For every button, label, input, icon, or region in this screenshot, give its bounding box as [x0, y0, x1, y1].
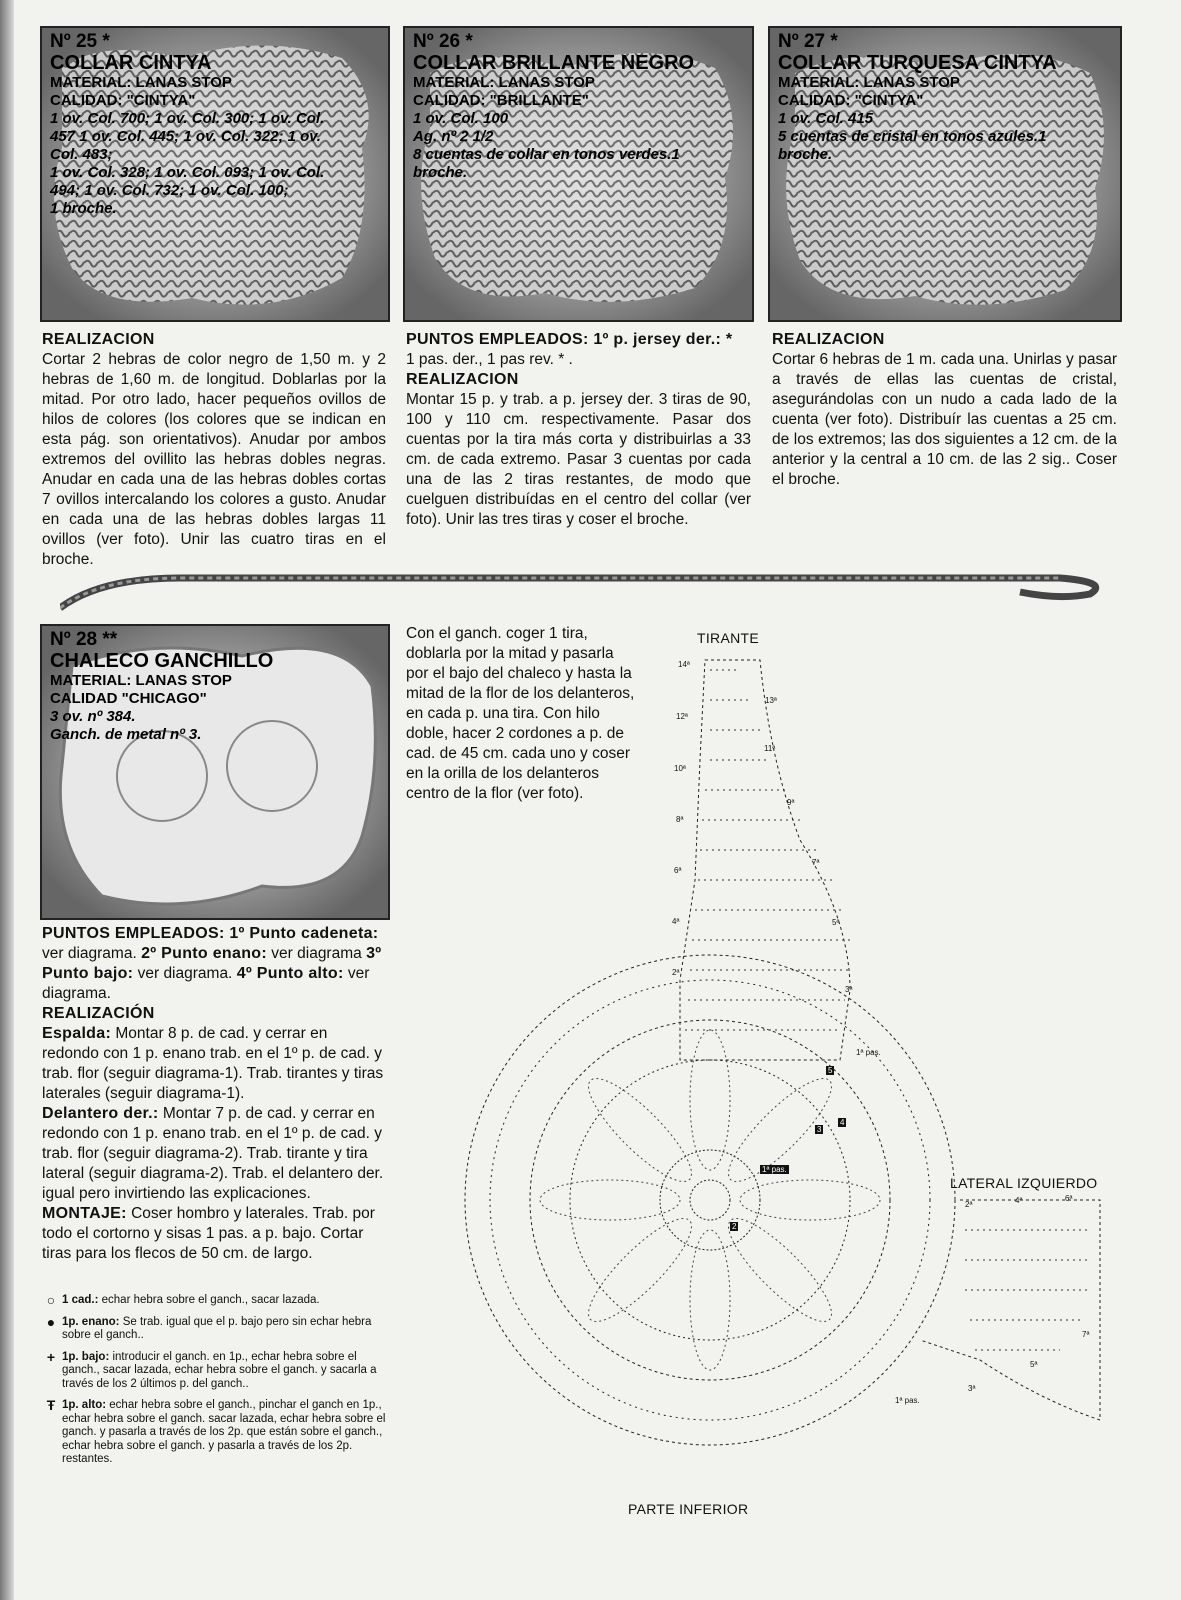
espalda-body: Montar 8 p. de cad. y cerrar en redondo con 1 p. enano trab. en el 1º p. de cad. y trab. flor (seguir diagrama-1). Trab. tirantes y tiras laterales (seguir diagrama-1). [42, 1025, 384, 1102]
round-label: 1ª pas. [762, 1165, 787, 1174]
legend-text: Se trab. igual que el p. bajo pero sin echar hebra sobre el ganch.. [62, 1315, 372, 1341]
card-spec: 1 broche. [50, 200, 117, 217]
card-collar-25 [40, 26, 390, 322]
card-quality: CALIDAD: "CINTYA" [50, 92, 196, 109]
round-label: 10ª [674, 764, 686, 773]
collar-26-instructions [406, 330, 751, 530]
round-label: 8ª [676, 815, 684, 824]
card-title: COLLAR BRILLANTE NEGRO [413, 52, 695, 74]
card-spec: 457 1 ov. Col. 445; 1 ov. Col. 322; 1 ov. [50, 128, 321, 145]
delantero-label: Delantero der.: [42, 1105, 159, 1122]
round-label: 2ª [672, 968, 680, 977]
tirante-label: TIRANTE [697, 630, 759, 646]
lateral-round-label: 6ª [1065, 1194, 1073, 1203]
chain-stitch-icon: ○ [46, 1292, 56, 1308]
note-body: Con el ganch. coger 1 tira, doblarla por la mitad y pasarla por el bajo del chaleco y hasta la mitad de la flor de los delanteros, en cada p. una tira. Con hilo doble, hacer 2 cordones a p. de cad. de 45 cm. cada uno y coser en la orilla de los delanteros centro de la flor (ver foto). [406, 625, 635, 802]
puntos-text-1: ver diagrama. [42, 945, 142, 962]
center-round-label: 2 [732, 1222, 737, 1231]
puntos-label-1: PUNTOS EMPLEADOS: 1º Punto cadeneta: [42, 925, 379, 942]
card-spec: 1 ov. Col. 328; 1 ov. Col. 093; 1 ov. Col. [50, 164, 325, 181]
card-spec: 1 ov. Col. 415 [778, 110, 874, 127]
card-spec: Ag. nº 2 1/2 [413, 128, 494, 145]
round-label: 12ª [676, 712, 688, 721]
round-label: 13ª [765, 696, 777, 705]
card-spec: 494; 1 ov. Col. 732; 1 ov. Col. 100; [50, 182, 289, 199]
center-round-label: 5 [828, 1066, 833, 1075]
slip-stitch-icon: ● [46, 1313, 56, 1330]
puntos-body: 1 pas. der., 1 pas rev. * . [406, 351, 573, 368]
card-material: MATERIAL: LANAS STOP [413, 74, 595, 91]
montaje-label: MONTAJE: [42, 1205, 127, 1222]
card-material: MATERIAL: LANAS STOP [50, 74, 232, 91]
section-heading: REALIZACIÓN [42, 1005, 155, 1022]
stitch-legend [40, 1294, 390, 1475]
legend-item [40, 1348, 390, 1392]
flower-motif [465, 955, 955, 1445]
card-number: Nº 25 * [50, 31, 110, 52]
round-label: 6ª [674, 866, 682, 875]
double-crochet-icon: Ŧ [46, 1397, 56, 1413]
instructions-body: Cortar 6 hebras de 1 m. cada una. Unirlas y pasar a través de ellas las cuentas de cristal, asegurándolas con un nudo a cada lado de la cuenta (ver foto). Distribuír las cuentas a 25 cm. de los extremos; las dos siguientes a 12 cm. de la anterior y la central a 10 cm. de las 2 sig.. Coser el broche. [772, 351, 1117, 488]
single-crochet-icon: + [46, 1348, 56, 1365]
section-heading: REALIZACION [42, 331, 155, 348]
legend-term: 1p. alto: [62, 1399, 107, 1411]
delantero-body: Montar 7 p. de cad. y cerrar en redondo con 1 p. enano trab. en el 1º p. de cad. y trab. flor (seguir diagrama-2). Trab. tirante y tira lateral (seguir diagrama-2). Trab. el delantero der. igual pero invirtiendo las explicaciones. [42, 1105, 384, 1202]
card-spec: 1 ov. Col. 100 [413, 110, 509, 127]
puntos-text-3: ver diagrama. [133, 965, 237, 982]
round-label: 14ª [678, 660, 690, 669]
chaleco-instructions [42, 924, 388, 1264]
tirante-strap [680, 660, 853, 1060]
puntos-label: PUNTOS EMPLEADOS: 1º p. jersey der.: * [406, 331, 733, 348]
card-title: CHALECO GANCHILLO [50, 650, 274, 672]
montaje-body: Coser hombro y laterales. Trab. por todo el cortorno y sisas 1 pas. a p. bajo. Cortar tiras para los flecos de 50 cm. de largo. [42, 1205, 375, 1262]
legend-term: 1p. enano: [62, 1315, 120, 1328]
card-spec: 8 cuentas de collar en tonos verdes.1 [413, 146, 680, 163]
center-round-label: 4 [840, 1118, 845, 1127]
legend-term: 1 cad.: [62, 1294, 99, 1306]
lateral-round-label: 5ª [1030, 1360, 1038, 1369]
round-label: 5ª [832, 918, 840, 927]
card-title: COLLAR CINTYA [50, 52, 212, 74]
legend-item [40, 1294, 390, 1308]
card-spec: 3 ov. nº 384. [50, 708, 136, 725]
legend-item [40, 1399, 390, 1467]
lateral-round-label: 7ª [1082, 1330, 1090, 1339]
braided-necklace-photo [60, 560, 1120, 620]
round-label: 11ª [764, 744, 776, 753]
card-spec: broche. [413, 164, 468, 181]
parte-inferior-label: PARTE INFERIOR [628, 1501, 749, 1517]
round-label: 7ª [812, 858, 820, 867]
espalda-label: Espalda: [42, 1025, 112, 1042]
puntos-label-4: 4º Punto alto: [236, 965, 344, 982]
lateral-izquierdo-label: LATERAL IZQUIERDO [950, 1175, 1098, 1191]
collar-27-instructions [772, 330, 1117, 490]
puntos-label-2: 2º Punto enano: [141, 945, 267, 962]
lateral-round-label: 4ª [1015, 1196, 1023, 1205]
card-quality: CALIDAD: "BRILLANTE" [413, 92, 589, 109]
card-spec: broche. [778, 146, 833, 163]
first-round-label: 1ª pas. [856, 1048, 881, 1057]
section-heading: REALIZACION [772, 331, 885, 348]
round-label: 3ª [845, 985, 853, 994]
card-spec: 5 cuentas de cristal en tonos azules.1 [778, 128, 1047, 145]
lateral-round-label: 3ª [968, 1384, 976, 1393]
lateral-strip [920, 1200, 1100, 1420]
legend-text: introducir el ganch. en 1p., echar hebra sobre el ganch., sacar lazada, echar hebra sobre el ganch. y sacarla a través de los 2 últimos p. del ganch.. [62, 1350, 377, 1390]
round-label: 9ª [787, 798, 795, 807]
legend-text: echar hebra sobre el ganch., sacar lazada. [98, 1294, 320, 1306]
puntos-text-2: ver diagrama [266, 945, 367, 962]
card-chaleco-28 [40, 624, 390, 920]
collar-25-instructions [42, 330, 386, 570]
card-spec: Ganch. de metal nº 3. [50, 726, 202, 743]
card-number: Nº 28 ** [50, 629, 118, 650]
card-collar-27 [768, 26, 1122, 322]
card-number: Nº 27 * [778, 31, 838, 52]
legend-item [40, 1313, 390, 1343]
page-binding-edge [0, 0, 14, 1600]
card-title: COLLAR TURQUESA CINTYA [778, 52, 1057, 74]
lateral-round-label: 2ª [965, 1200, 973, 1209]
card-material: MATERIAL: LANAS STOP [778, 74, 960, 91]
section-heading: REALIZACION [406, 371, 519, 388]
card-number: Nº 26 * [413, 31, 473, 52]
puntos-text-4: ver diagrama. [42, 965, 370, 1002]
card-collar-26 [403, 26, 754, 322]
card-quality: CALIDAD: "CINTYA" [778, 92, 924, 109]
legend-text: echar hebra sobre el ganch., pinchar el ganch en 1p., echar hebra sobre el ganch. sacar lazada, echar hebra sobre el ganch. y pasarla a través de los 2p. que están sobre el ganch., echar hebra sobre el ganch. y pasarla a través de los 2p. restantes. [62, 1399, 386, 1465]
card-spec: Col. 483; [50, 146, 113, 163]
card-spec: 1 ov. Col. 700; 1 ov. Col. 300; 1 ov. Col. [50, 110, 325, 127]
crochet-diagram [440, 640, 1140, 1540]
puntos-label-3: 3º Punto bajo: [42, 945, 382, 982]
center-round-label: 3 [817, 1125, 822, 1134]
round-label: 4ª [672, 917, 680, 926]
lateral-round-label: 1ª pas. [895, 1396, 920, 1405]
legend-term: 1p. bajo: [62, 1350, 110, 1363]
instructions-body: Montar 15 p. y trab. a p. jersey der. 3 tiras de 90, 100 y 110 cm. respectivamente. Pasar dos cuentas por la tira más corta y distribuirlas a 33 cm. de cada extremo. Pasar 3 cuentas por cada una de las 2 tiras restantes, de modo que cuelguen distribuídas en el centro del collar (ver foto). Unir las tres tiras y coser el broche. [406, 391, 751, 528]
card-material: MATERIAL: LANAS STOP [50, 672, 232, 689]
card-quality: CALIDAD "CHICAGO" [50, 690, 207, 707]
instructions-body: Cortar 2 hebras de color negro de 1,50 m. y 2 hebras de 1,60 m. de longitud. Doblarlas por la mitad. Por otro lado, hacer pequeños ovillos de hilos de colores (los colores que se indican en esta pág. son orientativos). Anudar por ambos extremos del ovillito las hebras dobles negras. Anudar en cada una de las hebras dobles cortas 7 ovillos intercalando los colores a gusto. Anudar en cada una de las hebras dobles largas 11 ovillos (ver foto). Unir las cuatro tiras en el broche. [42, 351, 386, 568]
